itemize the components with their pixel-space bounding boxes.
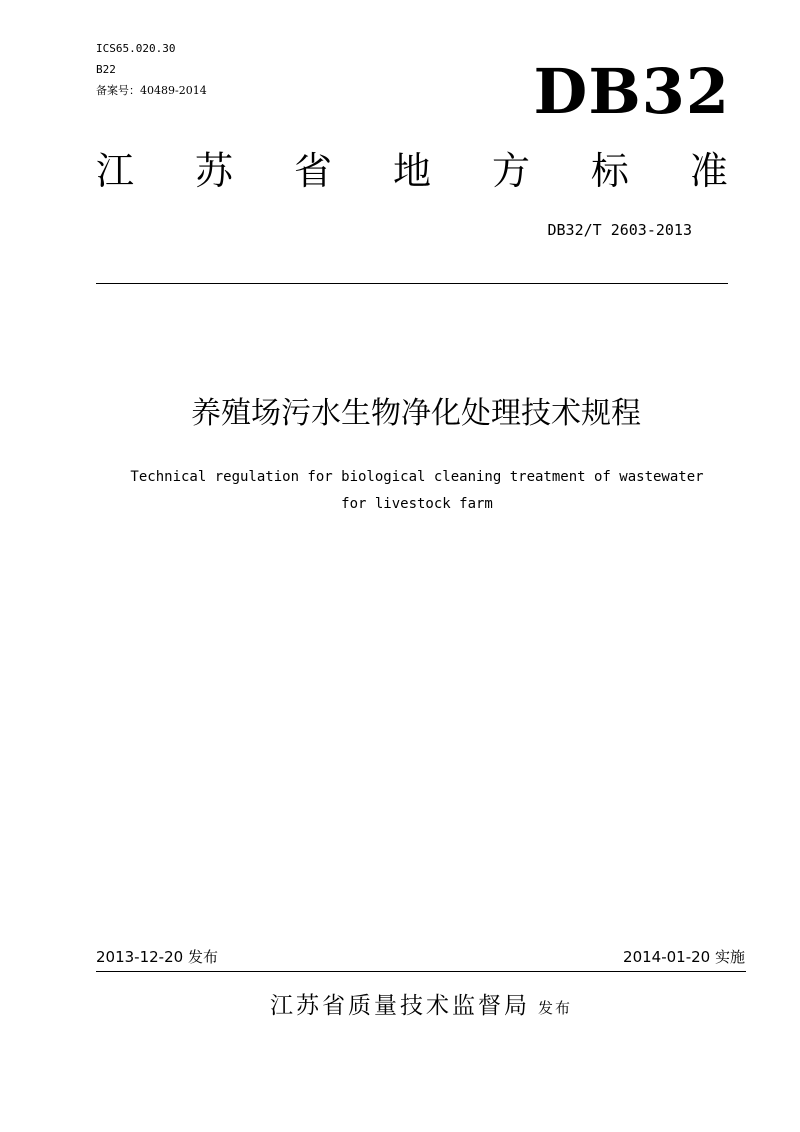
filing-number: 备案号：40489-2014 (96, 84, 207, 97)
implementation-date: 2014-01-20 实施 (623, 948, 745, 966)
ics-code: ICS65.020.30 (96, 42, 176, 55)
document-title-english-line1: Technical regulation for biological cleaning treatment of wastewater (130, 469, 704, 485)
document-title-chinese: 养殖场污水生物净化处理技术规程 (191, 396, 641, 431)
province-title-char: 地 (392, 149, 431, 193)
publisher-name: 江苏省质量技术监督局 (269, 993, 530, 1019)
standard-number: DB32/T 2603-2013 (547, 221, 692, 239)
province-title-char: 省 (293, 149, 332, 193)
publisher-suffix: 发布 (537, 999, 572, 1017)
province-title-char: 准 (689, 149, 728, 193)
publisher (0, 988, 800, 1024)
ccs-code: B22 (96, 63, 116, 76)
province-title-char: 标 (590, 149, 629, 193)
province-title-char: 苏 (194, 149, 233, 193)
bottom-divider (96, 971, 746, 972)
standard-logo: DB32 (533, 55, 730, 128)
province-title-char: 方 (491, 149, 530, 193)
province-standard-title (96, 145, 728, 197)
province-title-char: 江 (96, 149, 135, 193)
top-divider (96, 283, 728, 284)
issue-date: 2013-12-20 发布 (96, 948, 218, 966)
document-title-english-line2: for livestock farm (341, 496, 493, 512)
